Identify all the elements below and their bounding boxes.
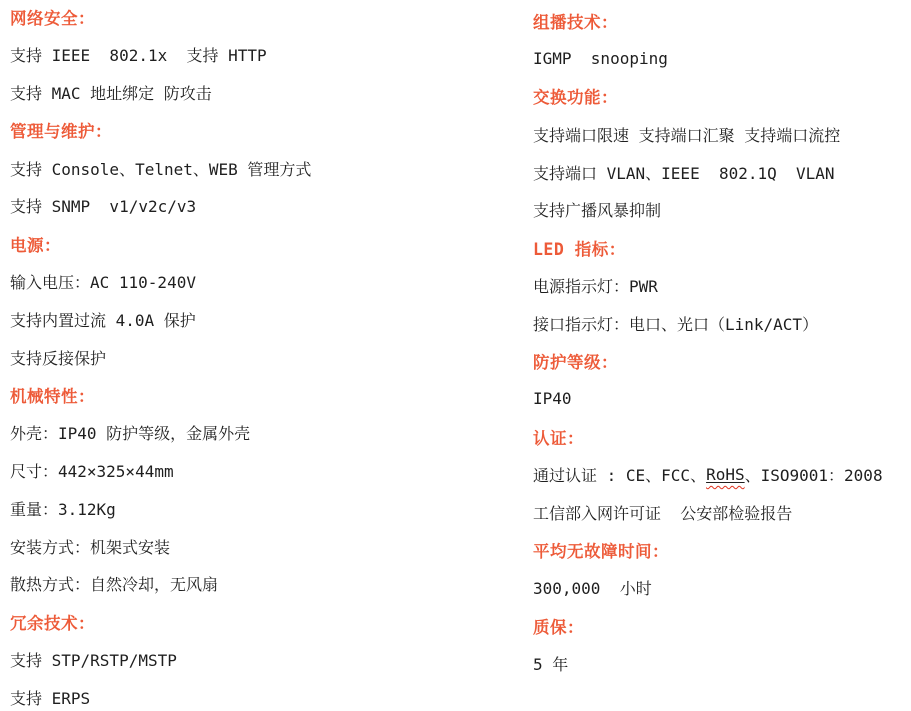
spec-line [533,456,909,494]
spec-line: 尺寸：442×325×44mm [10,461,174,481]
spec-line: 支持内置过流 4.0A 保护 [10,310,196,330]
section-heading: 交换功能： [533,88,618,108]
section-heading: 网络安全： [10,8,95,28]
spec-line: 支持 MAC 地址绑定 防攻击 [10,83,212,103]
section-heading: 组播技术： [533,12,618,32]
left-column [10,0,480,711]
section-heading: 平均无故障时间： [533,542,669,562]
spec-line: 5 年 [533,654,569,674]
spec-line: 安装方式：机架式安装 [10,537,171,557]
spec-line: 支持 STP/RSTP/MSTP [10,650,177,670]
spec-line: 支持广播风暴抑制 [533,201,662,221]
section-heading: 管理与维护： [10,122,112,142]
spec-line: 重量：3.12Kg [10,499,116,519]
spec-line: 支持端口限速 支持端口汇聚 支持端口流控 [533,125,841,145]
text-fragment: 、ISO9001：2008 [744,465,883,485]
underlined-term: RoHS [706,464,745,484]
spec-line: 电源指示灯：PWR [533,276,658,296]
section-heading: 防护等级： [533,353,618,373]
spec-line: IGMP snooping [533,49,668,69]
section-heading: 冗余技术： [10,613,95,633]
spec-line: 支持 SNMP v1/v2c/v3 [10,197,197,217]
spec-line: 散热方式：自然冷却，无风扇 [10,575,219,595]
section-heading: 认证： [533,428,584,448]
section-heading: 电源： [10,235,61,255]
text-fragment: 通过认证 : CE、FCC、 [533,465,707,485]
spec-line: 支持 IEEE 802.1x 支持 HTTP [10,46,267,66]
section-heading: LED 指标： [533,239,626,259]
spec-line: 输入电压：AC 110-240V [10,272,196,292]
spec-line: IP40 [533,389,572,409]
spec-line: 接口指示灯：电口、光口（Link/ACT） [533,314,819,334]
right-column [533,2,909,682]
section-heading: 质保： [533,617,584,637]
spec-line: 外壳：IP40 防护等级，金属外壳 [10,424,251,444]
spec-line: 支持反接保护 [10,348,107,368]
spec-line: 300,000 小时 [533,579,652,599]
spec-line: 工信部入网许可证 公安部检验报告 [533,503,793,523]
spec-line: 支持 ERPS [10,688,91,708]
spec-line: 支持 Console、Telnet、WEB 管理方式 [10,159,312,179]
spellcheck-squiggle [706,465,745,484]
spec-line: 支持端口 VLAN、IEEE 802.1Q VLAN [533,163,835,183]
section-heading: 机械特性： [10,386,95,406]
